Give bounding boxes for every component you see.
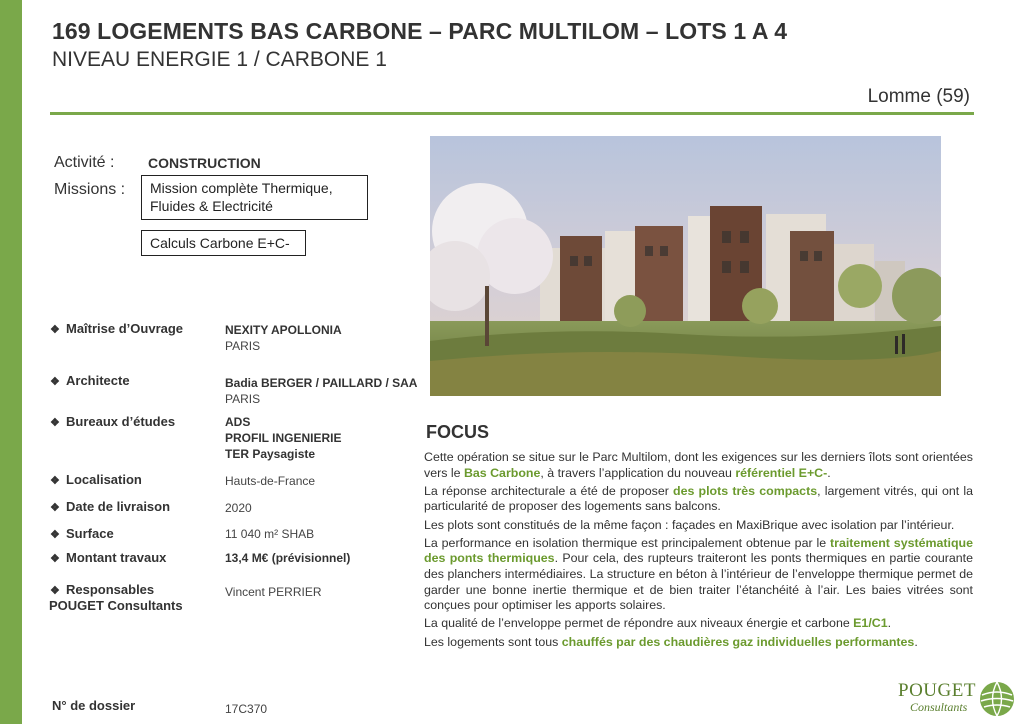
info-label-bureaux-etudes: ❖ Bureaux d’études [50, 414, 176, 429]
diamond-bullet-icon: ❖ [50, 502, 60, 514]
info-label-responsables: ❖ Responsables [50, 582, 155, 597]
mission-box-line: Mission complète Thermique, [150, 180, 333, 196]
info-label-date-livraison: ❖ Date de livraison [50, 499, 171, 514]
diamond-bullet-icon: ❖ [50, 376, 60, 388]
globe-logo-icon [978, 680, 1016, 718]
info-value-architecte: Badia BERGER / PAILLARD / SAA PARIS [225, 376, 418, 406]
info-value-localisation: Hauts-de-France [225, 474, 316, 488]
page-title: 169 LOGEMENTS BAS CARBONE – PARC MULTILOM – LOTS 1 A 4 [52, 18, 788, 44]
mission-box-line: Fluides & Electricité [150, 198, 273, 214]
activity-value: CONSTRUCTION [148, 155, 261, 171]
focus-paragraph: Les plots sont constitués de la même façon : façades en MaxiBrique avec isolation par l’intérieur. [424, 517, 955, 532]
info-label-localisation: ❖ Localisation [50, 472, 142, 487]
diamond-bullet-icon: ❖ [50, 553, 60, 565]
info-label-moa: ❖ Maîtrise d’Ouvrage [50, 321, 184, 336]
info-value-bureaux-etudes: ADS PROFIL INGENIERIE TER Paysagiste [225, 415, 342, 461]
dossier-label: N° de dossier [52, 698, 136, 713]
focus-paragraph: Cette opération se situe sur le Parc Multilom, dont les exigences sur les derniers îlots sont orientées vers le Bas Carbone, à travers l’application du nouveau référentiel E+C-. [424, 450, 973, 480]
info-label-pouget-consultants: POUGET Consultants [49, 598, 183, 613]
project-location: Lomme (59) [867, 86, 970, 107]
focus-paragraph: La qualité de l’enveloppe permet de répondre aux niveaux énergie et carbone E1/C1. [424, 616, 892, 631]
diamond-bullet-icon: ❖ [50, 529, 60, 541]
left-accent-bar [0, 0, 22, 724]
focus-paragraph: La performance en isolation thermique est principalement obtenue par le traitement systématique des ponts thermiques. Pour cela, des rupteurs traiteront les ponts thermiques en partie courante des planchers intermédiaires. La structure en béton à l’intérieur de l’enveloppe thermique permet de garder une bonne inertie thermique et de bien traiter l’étanchéité à l’air. Les baies vitrées sont conçues pour optimiser les apports solaires. [424, 535, 974, 613]
activity-label: Activité : [54, 154, 115, 171]
page-subtitle: NIVEAU ENERGIE 1 / CARBONE 1 [52, 48, 387, 71]
info-label-surface: ❖ Surface [50, 526, 114, 541]
mission-box-thermique [141, 175, 368, 220]
info-value-surface: 11 040 m² SHAB [225, 527, 315, 541]
diamond-bullet-icon: ❖ [50, 585, 60, 597]
pouget-consultants-logo [898, 678, 1018, 720]
logo-name: POUGET [898, 680, 976, 701]
diamond-bullet-icon: ❖ [50, 324, 60, 336]
dossier-number: 17C370 [225, 702, 268, 716]
diamond-bullet-icon: ❖ [50, 417, 60, 429]
diamond-bullet-icon: ❖ [50, 475, 60, 487]
missions-label: Missions : [54, 181, 126, 198]
project-rendering-image [430, 136, 941, 396]
info-value-montant-travaux: 13,4 M€ (prévisionnel) [225, 551, 351, 565]
info-label-montant-travaux: ❖ Montant travaux [50, 550, 167, 565]
header-divider [50, 112, 974, 115]
logo-subtitle: Consultants [910, 700, 968, 714]
focus-paragraph: La réponse architecturale a été de proposer des plots très compacts, largement vitrés, qui ont la particularité de proposer des logements sans balcons. [424, 483, 973, 514]
info-value-moa: NEXITY APOLLONIA PARIS [225, 323, 342, 353]
info-value-responsables: Vincent PERRIER [225, 585, 322, 599]
mission-box-carbone: Calculs Carbone E+C- [141, 230, 306, 256]
focus-title: FOCUS [426, 422, 489, 442]
info-value-date-livraison: 2020 [225, 501, 252, 515]
focus-paragraph: Les logements sont tous chauffés par des chaudières gaz individuelles performantes. [424, 634, 918, 649]
info-label-architecte: ❖ Architecte [50, 373, 130, 388]
focus-body [424, 450, 973, 653]
